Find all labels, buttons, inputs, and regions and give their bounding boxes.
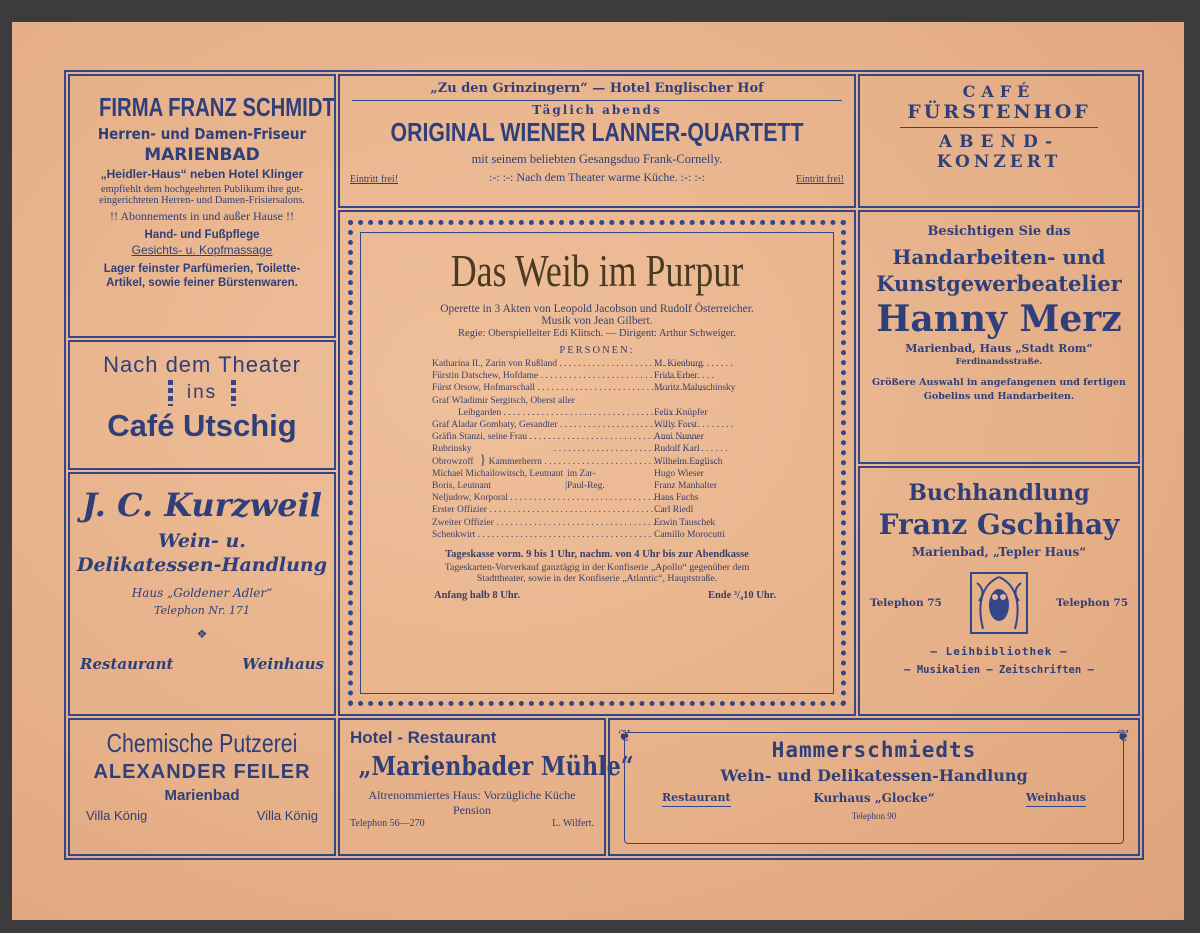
cast-paulreg: Paul-Reg. (567, 481, 605, 492)
ad-marienbader-muehle (338, 718, 634, 856)
feiler-right: Villa König (256, 808, 318, 823)
program-title: Das Weib im Purpur (450, 245, 744, 296)
muehle-pension: Pension (452, 803, 491, 817)
cast-role: Neljudow, Korporal (432, 493, 508, 504)
schmidt-rec1: empfiehlt dem hochgeehrten Publikum ihre gut- (100, 184, 304, 195)
cast-row (432, 468, 762, 480)
grinzinger-kitchen: :-: :-: Nach dem Theater warme Küche. :-: :-: (488, 170, 706, 184)
cast-zar: im Zar- (567, 468, 596, 479)
feiler-l2: ALEXANDER FEILER (93, 761, 311, 783)
ad-kurzweil (68, 472, 336, 716)
cast-role: Michael Michailowitsch, Leutnant (432, 468, 564, 479)
cast-name: Franz Manhalter (654, 481, 718, 492)
feiler-l1: Chemische Putzerei (106, 728, 298, 758)
program-ende: Ende ³/₄10 Uhr. (707, 590, 776, 602)
cast-name: Anni Nunner (654, 432, 704, 443)
cast-row: Boris, Leutnant |Paul-Reg. Franz Manhalter (432, 481, 718, 492)
cast-list (432, 358, 762, 541)
muehle-l2: Altrenommiertes Haus: Vorzügliche Küche (368, 788, 576, 802)
fuerstenhof-name: FÜRSTENHOF (907, 101, 1091, 123)
schmidt-rec2: eingerichteten Herren- und Damen-Frisiersalons. (99, 195, 305, 206)
program-anfang: Anfang halb 8 Uhr. (434, 590, 520, 602)
ornament-icon: ❖ (196, 627, 208, 641)
program-personen: PERSONEN: (559, 345, 635, 356)
kurzweil-tel: Telephon Nr. 171 (153, 604, 250, 617)
hammer-footer (662, 791, 1086, 807)
ad-hanny-merz (858, 210, 1140, 464)
merz-street: Ferdinandsstraße. (955, 357, 1043, 367)
schmidt-massage: Gesichts- u. Kopfmassage (131, 243, 273, 257)
cast-role: Obrowzoff (432, 456, 474, 467)
grinzinger-duo: mit seinem beliebten Gesangsduo Frank-Cornelly. (471, 152, 723, 166)
merz-name: Hanny Merz (876, 298, 1122, 340)
utschig-l2: ins (186, 382, 218, 403)
program-kasse: Tageskasse vorm. 9 bis 1 Uhr, nachm. von 4 Uhr bis zur Abendkasse (445, 549, 749, 561)
cast-name: Hugo Wieser (654, 468, 704, 479)
kurzweil-left: Restaurant (80, 655, 174, 673)
cast-row (432, 358, 762, 370)
cast-row (432, 431, 762, 443)
muehle-l1: Hotel - Restaurant (350, 728, 497, 747)
feiler-l3: Marienbad (164, 787, 240, 804)
muehle-tel: Telephon 56—270 (350, 818, 425, 829)
hammer-trade: Wein- und Delikatessen-Handlung (720, 766, 1028, 785)
cast-role: Graf Wladimir Sergitsch, Oberst aller (432, 395, 575, 406)
cast-name: Hans Fuchs (654, 493, 699, 504)
utschig-ins-row (70, 380, 334, 406)
ad-gschihay (858, 466, 1140, 716)
cast-name: Erwin Tauschek (654, 517, 716, 528)
gschihay-tel-right: Telephon 75 (1056, 597, 1128, 609)
owl-emblem-icon (969, 571, 1029, 635)
cast-row (432, 517, 762, 529)
gschihay-addr: Marienbad, „Tepler Haus“ (911, 545, 1087, 559)
hammer-name: Hammerschmiedts (771, 738, 977, 762)
utschig-l1: Nach dem Theater (103, 352, 301, 377)
cast-role: Gräfin Stanzi, seine Frau (432, 432, 527, 443)
gschihay-music: — Musikalien — Zeitschriften — (904, 664, 1094, 676)
cast-row (432, 504, 762, 516)
kurzweil-name: J. C. Kurzweil (82, 486, 322, 524)
hammer-left: Restaurant (662, 791, 731, 807)
cast-role: Zweiter Offizier (432, 517, 494, 528)
program-vvk2: Stadttheater, sowie in der Konfiserie „Atlantic“, Hauptstraße. (476, 573, 718, 585)
cast-role: Boris, Leutnant (432, 481, 492, 492)
merz-l3: Kunstgewerbeatelier (876, 271, 1122, 296)
schmidt-stock1: Lager feinster Parfümerien, Toilette- (103, 263, 301, 275)
grinzinger-daily: Täglich abends (532, 103, 662, 117)
ad-hammerschmiedts (608, 718, 1140, 856)
kurzweil-footer (80, 655, 324, 673)
schmidt-abo: !! Abonnements in und außer Hause !! (110, 209, 294, 223)
cast-name: Frida Erber (654, 371, 698, 382)
ad-cafe-utschig (68, 340, 336, 470)
ad-franz-schmidt (68, 74, 336, 338)
cast-name: Wilhelm Englisch (654, 456, 723, 467)
cast-role: Graf Aladar Gombaty, Gesandter (432, 420, 558, 431)
feiler-footer (86, 808, 318, 823)
cast-row (432, 492, 762, 504)
kurzweil-l1: Wein- u. (158, 530, 246, 552)
program-content (364, 240, 830, 601)
cast-role: Rubrinsky (432, 444, 472, 455)
cast-row (432, 395, 762, 407)
ad-feiler (68, 718, 336, 856)
cast-kammer: Kammerherrn (488, 456, 542, 467)
merz-s1: Größere Auswahl in angefangenen und fertigen (872, 377, 1126, 388)
cast-row (432, 370, 762, 382)
program-sub2: Musik von Jean Gilbert. (541, 315, 653, 327)
grinzinger-footer (350, 170, 844, 185)
grinzinger-entry-left: Eintritt frei! (350, 174, 399, 185)
divider (352, 100, 842, 101)
cast-name: Moritz Maluschinsky (654, 383, 736, 394)
cast-row (432, 529, 762, 541)
cast-name: Felix Knüpfer (654, 407, 708, 418)
gschihay-l1: Buchhandlung (908, 480, 1090, 506)
muehle-footer (350, 818, 594, 829)
fuerstenhof-cafe: CAFÉ (962, 82, 1036, 101)
kurzweil-right: Weinhaus (242, 655, 324, 673)
feiler-left: Villa König (86, 808, 148, 823)
schmidt-stock2: Artikel, sowie feiner Bürstenwaren. (106, 277, 298, 289)
grinzinger-entry-right: Eintritt frei! (795, 174, 844, 185)
schmidt-care: Hand- und Fußpflege (144, 229, 260, 241)
kammerherrn-brace-icon: } (479, 452, 487, 468)
dotted-bar-icon (168, 380, 173, 406)
schmidt-city: MARIENBAD (144, 145, 260, 165)
program-panel (338, 210, 856, 716)
cast-row (432, 419, 762, 431)
ad-cafe-fuerstenhof (858, 74, 1140, 208)
grinzinger-quartet: ORIGINAL WIENER LANNER-QUARTETT (390, 117, 804, 147)
cast-role: Schenkwirt (432, 529, 476, 540)
cast-name: Rudolf Karl (654, 444, 700, 455)
merz-addr: Marienbad, Haus „Stadt Rom“ (905, 342, 1093, 355)
hammer-right: Weinhaus (1026, 791, 1086, 807)
cast-name: Carl Riedl (654, 505, 694, 516)
fuerstenhof-konzert: KONZERT (936, 152, 1062, 172)
divider (900, 127, 1098, 128)
utschig-l3: Café Utschig (107, 408, 297, 443)
fuerstenhof-abend: ABEND- (938, 132, 1060, 152)
program-times (434, 590, 776, 601)
cast-role: Fürst Orsow, Hofmarschall (432, 383, 536, 394)
merz-l1: Besichtigen Sie das (927, 224, 1071, 239)
ad-grinzinger (338, 74, 856, 208)
program-sub3: Regie: Oberspielleiter Edi Klitsch. — Dirigent: Arthur Schweiger. (458, 328, 736, 339)
schmidt-house: „Heidler-Haus“ neben Hotel Klinger (100, 167, 304, 181)
cast-role: Katharina II., Zarin von Rußland (432, 359, 558, 369)
gschihay-name: Franz Gschihay (878, 508, 1120, 541)
program-vvk1: Tageskarten-Vorverkauf ganztägig in der Konfiserie „Apollo“ gegenüber dem (444, 562, 750, 574)
hammer-tel: Telephon 90 (851, 811, 897, 821)
gschihay-tel-left: Telephon 75 (870, 597, 942, 609)
scroll-ornament-icon: ❦ (618, 728, 632, 745)
muehle-name: „Marienbader Mühle“ (358, 752, 634, 782)
merz-l2: Handarbeiten- und (892, 245, 1106, 269)
gschihay-tel-row (870, 571, 1128, 635)
program-sub1: Operette in 3 Akten von Leopold Jacobson und Rudolf Österreicher. (440, 303, 754, 315)
cast-row (432, 407, 762, 419)
merz-s2: Gobelins und Handarbeiten. (923, 391, 1075, 402)
grinzinger-head: „Zu den Grinzingern“ — Hotel Englischer Hof (430, 81, 764, 96)
cast-role: Fürstin Datschew, Hofdame (432, 371, 539, 382)
gschihay-leih: — Leihbibliothek — (930, 645, 1068, 658)
hammer-house: Kurhaus „Glocke“ (813, 791, 935, 805)
program-sheet (12, 22, 1184, 920)
schmidt-firm: FIRMA FRANZ SCHMIDT (99, 92, 335, 122)
cast-name: Willy Forst (654, 420, 698, 431)
cast-name: M. Kienburg (654, 359, 703, 369)
muehle-owner: L. Wilfert. (552, 818, 594, 829)
cast-role: Erster Offizier (432, 505, 487, 516)
schmidt-trade: Herren- und Damen-Friseur (97, 125, 307, 143)
dotted-bar-icon (231, 380, 236, 406)
cast-name: Camillo Morocutti (654, 529, 725, 540)
cast-row (432, 452, 762, 468)
kurzweil-house: Haus „Goldener Adler“ (131, 586, 273, 600)
cast-row (432, 382, 762, 394)
kurzweil-l2: Delikatessen-Handlung (76, 554, 327, 576)
cast-role: Leibgarden (458, 407, 502, 418)
scroll-ornament-icon: ❦ (1116, 728, 1130, 745)
